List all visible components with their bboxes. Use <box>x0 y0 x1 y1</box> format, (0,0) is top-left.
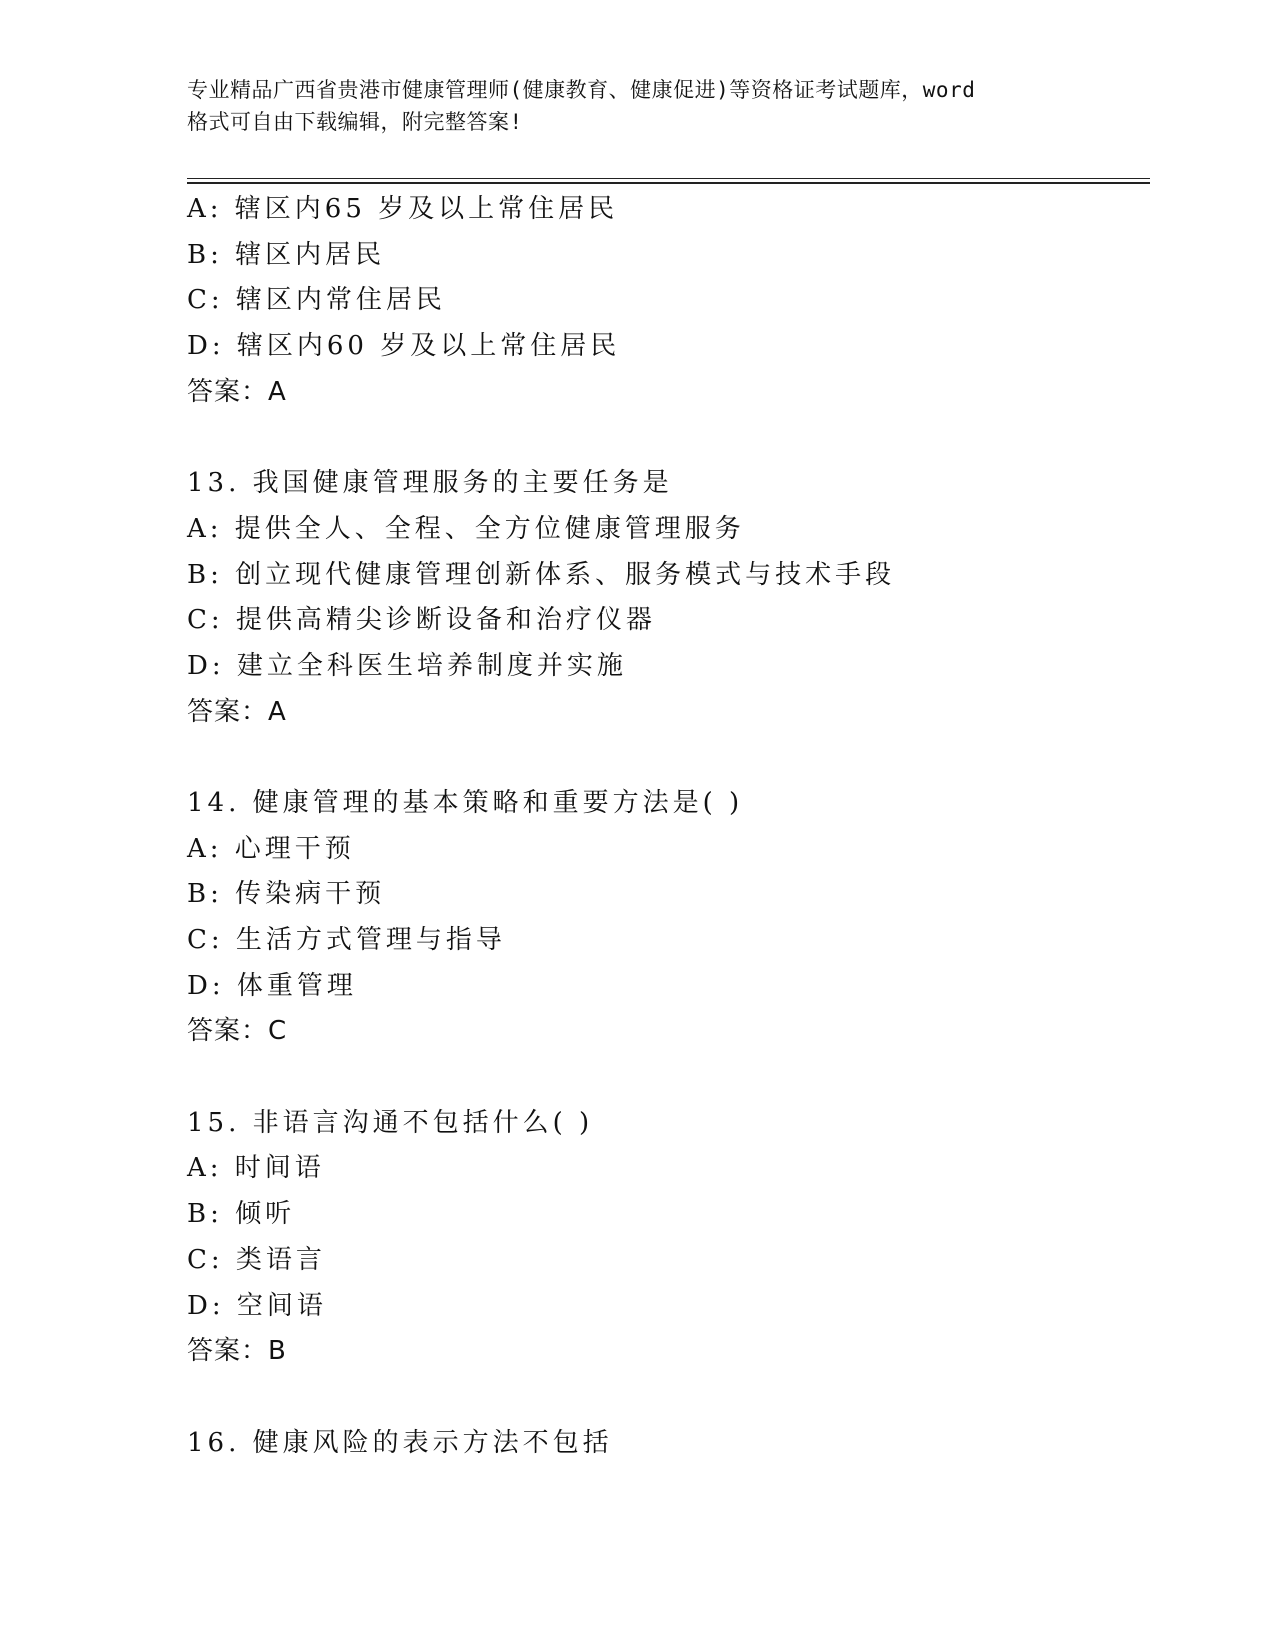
header-line-1: 专业精品广西省贵港市健康管理师(健康教育、健康促进)等资格证考试题库，word <box>187 78 976 102</box>
option-a: A: 提供全人、全程、全方位健康管理服务 <box>187 513 745 544</box>
spacer <box>187 735 1147 781</box>
question-14-block <box>187 781 1147 1055</box>
header-divider-thick <box>187 182 1150 184</box>
option-b: B: 倾听 <box>187 1199 296 1230</box>
option-d: D: 辖区内60 岁及以上常住居民 <box>187 331 621 362</box>
question-12-block <box>187 187 1147 415</box>
spacer <box>187 1375 1147 1421</box>
question-13-block <box>187 461 1147 735</box>
option-c: C: 提供高精尖诊断设备和治疗仪器 <box>187 605 656 636</box>
answer-text: 答案：A <box>187 376 287 407</box>
document-header <box>187 74 1087 138</box>
question-text: 15. 非语言沟通不包括什么( ) <box>187 1107 594 1138</box>
spacer <box>187 415 1147 461</box>
header-divider-thin <box>187 178 1150 179</box>
option-a: A: 辖区内65 岁及以上常住居民 <box>187 194 619 224</box>
option-d: D: 空间语 <box>187 1290 327 1321</box>
question-16-block <box>187 1421 1147 1467</box>
header-line-2: 格式可自由下载编辑，附完整答案! <box>187 110 523 134</box>
option-c: C: 类语言 <box>187 1244 326 1275</box>
question-text: 14. 健康管理的基本策略和重要方法是( ) <box>187 787 744 818</box>
option-a: A: 时间语 <box>187 1153 325 1184</box>
option-b: B: 传染病干预 <box>187 879 386 910</box>
answer-text: 答案：C <box>187 1016 288 1047</box>
question-15-block <box>187 1101 1147 1375</box>
option-d: D: 体重管理 <box>187 970 357 1001</box>
option-b: B: 辖区内居民 <box>187 239 386 270</box>
spacer <box>187 1055 1147 1101</box>
option-a: A: 心理干预 <box>187 833 355 864</box>
option-d: D: 建立全科医生培养制度并实施 <box>187 650 627 681</box>
answer-text: 答案：B <box>187 1336 287 1367</box>
question-text: 13. 我国健康管理服务的主要任务是 <box>187 468 673 499</box>
answer-text: 答案：A <box>187 696 287 727</box>
option-b: B: 创立现代健康管理创新体系、服务模式与技术手段 <box>187 559 896 590</box>
question-list <box>187 187 1147 1466</box>
question-text: 16. 健康风险的表示方法不包括 <box>187 1427 613 1458</box>
option-c: C: 生活方式管理与指导 <box>187 925 506 955</box>
option-c: C: 辖区内常住居民 <box>187 285 446 316</box>
